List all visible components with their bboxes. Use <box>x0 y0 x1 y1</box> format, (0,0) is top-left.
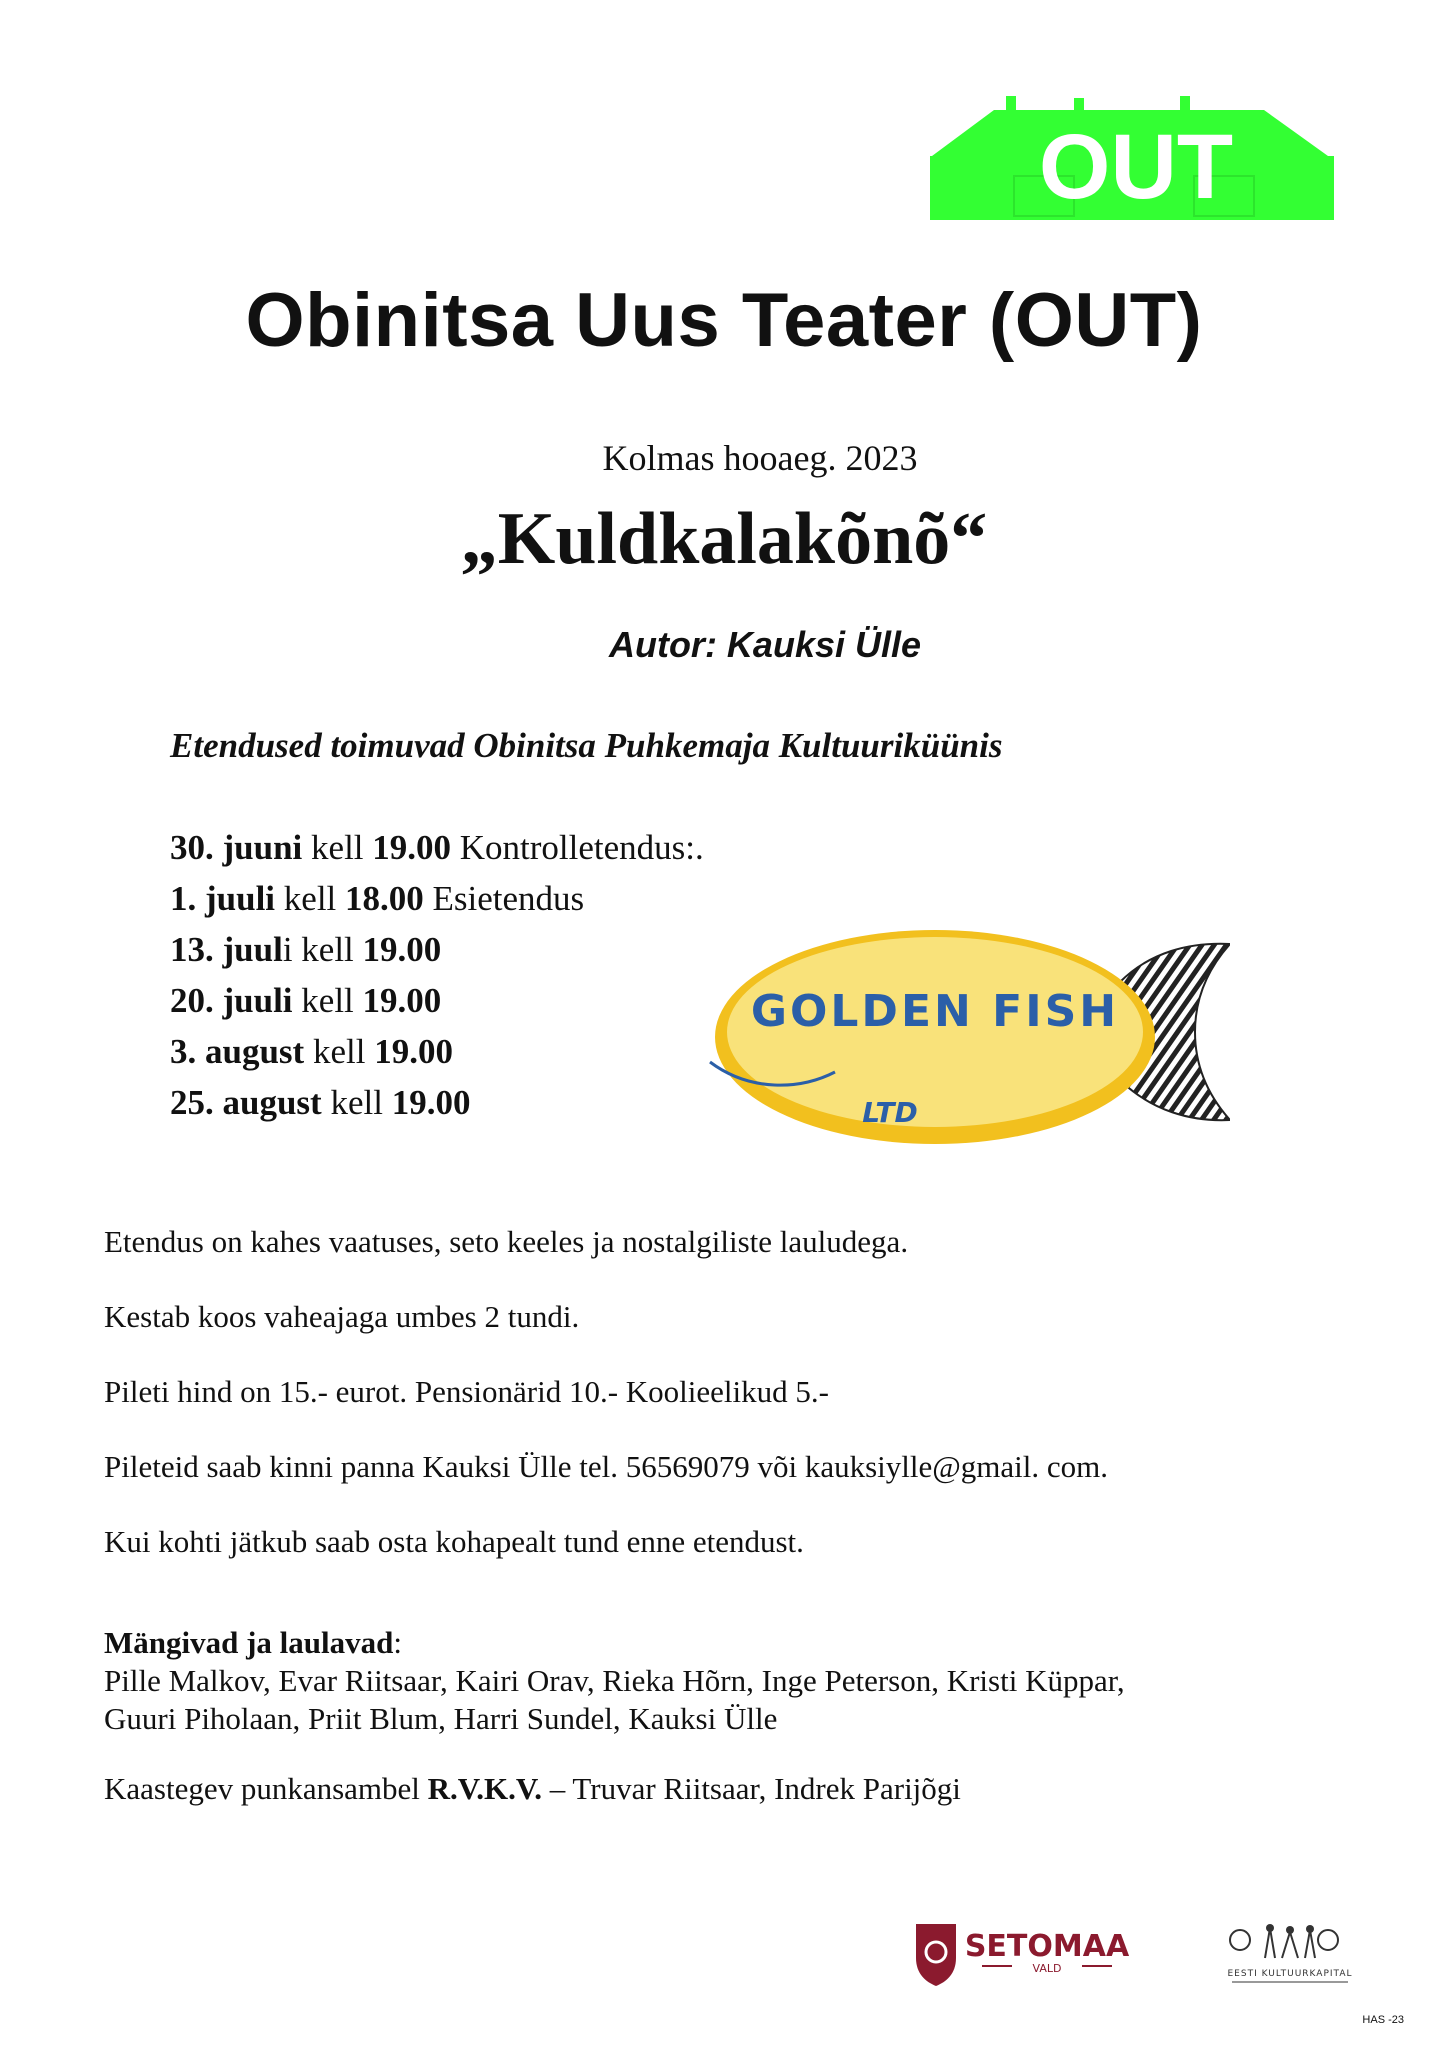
info-paragraph: Kestab koos vaheajaga umbes 2 tundi. <box>104 1299 580 1334</box>
ensemble-line <box>104 1770 961 1808</box>
schedule-date: 1. juuli <box>170 879 276 918</box>
schedule-date: 3. august <box>170 1032 305 1071</box>
schedule-row <box>170 822 704 873</box>
schedule-kell: kell <box>302 828 373 867</box>
schedule-note: Esietendus <box>423 879 585 918</box>
schedule-kell: kell <box>292 930 363 969</box>
cast-label-colon: : <box>393 1625 403 1660</box>
schedule-time: 19.00 <box>374 1032 453 1071</box>
ensemble-members: – Truvar Riitsaar, Indrek Parijõgi <box>541 1771 961 1806</box>
schedule-note: Kontrolletendus:. <box>451 828 704 867</box>
schedule-row <box>170 873 704 924</box>
out-logo-text: OUT <box>1038 116 1234 218</box>
schedule-row <box>170 1026 704 1077</box>
setomaa-vald-text: VALD <box>1032 1962 1062 1975</box>
schedule-date: 25. august <box>170 1083 322 1122</box>
schedule-time: 19.00 <box>391 1083 471 1122</box>
schedule-kell: kell <box>304 1032 375 1071</box>
ensemble-prefix: Kaastegev punkansambel <box>104 1771 428 1806</box>
schedule-row <box>170 975 704 1026</box>
kultuurkapital-logo <box>1220 1918 1360 1988</box>
info-paragraph: Pileteid saab kinni panna Kauksi Ülle tel. 56569079 või kauksiylle@gmail. com. <box>104 1449 1109 1484</box>
golden-fish-ltd-text: LTD <box>862 1096 918 1129</box>
schedule-date-suffix: i <box>282 930 293 969</box>
schedule-kell: kell <box>321 1083 392 1122</box>
cast-names-line-1: Pille Malkov, Evar Riitsaar, Kairi Orav, Rieka Hõrn, Inge Peterson, Kristi Küppar, <box>104 1663 1125 1698</box>
performance-schedule <box>170 822 704 1128</box>
schedule-kell: kell <box>292 981 363 1020</box>
golden-fish-text: GOLDEN FISH <box>750 986 1120 1037</box>
setomaa-vald-logo <box>912 1918 1132 1988</box>
info-paragraph: Etendus on kahes vaatuses, seto keeles ja nostalgiliste lauludega. <box>104 1224 909 1259</box>
schedule-time: 19.00 <box>362 930 442 969</box>
venue-line: Etendused toimuvad Obinitsa Puhkemaja Kultuuriküünis <box>170 726 1003 765</box>
theatre-title: Obinitsa Uus Teater (OUT) <box>245 278 1203 363</box>
poster-code: HAS -23 <box>1362 2014 1404 2026</box>
schedule-time: 19.00 <box>372 828 452 867</box>
cast-label: Mängivad ja laulavad <box>104 1625 394 1660</box>
out-theatre-logo <box>924 86 1344 226</box>
play-title: „Kuldkalakõnõ“ <box>460 498 988 580</box>
schedule-time: 18.00 <box>345 879 424 918</box>
setomaa-name: SETOMAA <box>964 1929 1130 1964</box>
golden-fish-logo <box>690 922 1230 1152</box>
cast-block <box>104 1624 1404 1738</box>
schedule-date: 20. juuli <box>170 981 293 1020</box>
schedule-date: 30. juuni <box>170 828 303 867</box>
kultuurkapital-name: EESTI KULTUURKAPITAL <box>1227 1969 1353 1979</box>
info-paragraph: Kui kohti jätkub saab osta kohapealt tund enne etendust. <box>104 1524 804 1559</box>
cast-names-line-2: Guuri Piholaan, Priit Blum, Harri Sundel, Kauksi Ülle <box>104 1701 778 1736</box>
schedule-date: 13. juul <box>170 930 283 969</box>
season-subtitle: Kolmas hooaeg. 2023 <box>602 438 918 478</box>
ensemble-band: R.V.K.V. <box>427 1771 542 1806</box>
schedule-time: 19.00 <box>362 981 442 1020</box>
schedule-kell: kell <box>275 879 346 918</box>
schedule-row <box>170 1077 704 1128</box>
info-paragraphs <box>104 1222 1404 1597</box>
play-author: Autor: Kauksi Ülle <box>608 624 922 665</box>
schedule-row <box>170 924 704 975</box>
info-paragraph: Pileti hind on 15.- eurot. Pensionärid 10.- Koolieelikud 5.- <box>104 1374 829 1409</box>
